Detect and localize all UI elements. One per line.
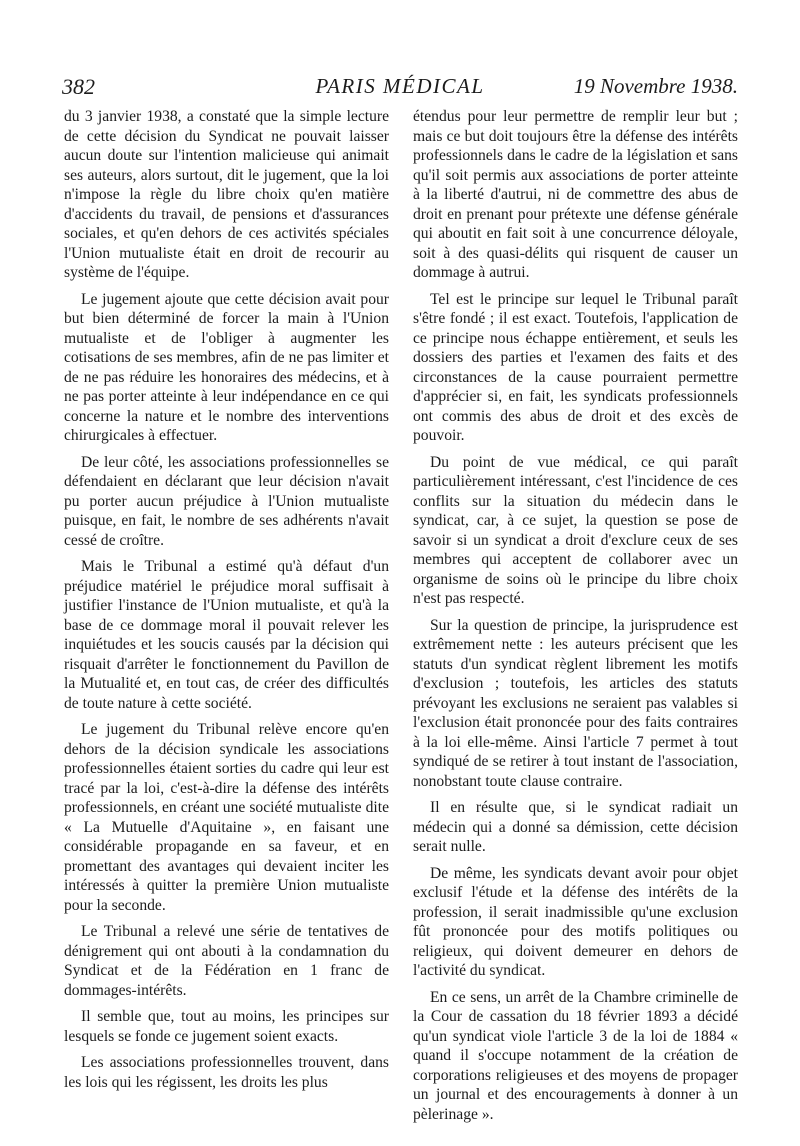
paragraph: Du point de vue médical, ce qui paraît particulièrement intéressant, c'est l'incidence de ces conflits sur la situation du médecin dans le syndicat, car, à ce sujet, la question se pose de savoir si un syndicat a droit d'exclure ceux de ses membres qui acceptent de collaborer avec un organisme de soins où le principe du libre choix n'est pas respecté.	[413, 453, 738, 607]
paragraph: du 3 janvier 1938, a constaté que la simple lecture de cette décision du Syndicat ne pouvait laisser aucun doute sur l'intention malicieuse qui animait ses auteurs, alors surtout, dit le jugement, que la loi n'impose la règle du libre choix qu'en matière d'accidents du travail, de pensions et d'assurances sociales, et qu'en dehors de ces activités spéciales l'Union mutualiste était en droit de recourir au système de l'équipe.	[64, 108, 389, 281]
running-head	[62, 74, 738, 98]
journal-title: PARIS MÉDICAL	[315, 74, 485, 98]
paragraph: Tel est le principe sur lequel le Tribunal paraît s'être fondé ; il est exact. Toutefois, l'application de ce principe nous échappe entièrement, et seuls les dossiers des parties et l'examen des faits et des circonstances de la cause pourraient permettre d'apprécier si, en fait, les syndicats professionnels ont commis des abus de droit et des excès de pouvoir.	[413, 290, 738, 444]
paragraph: Il semble que, tout au moins, les principes sur lesquels se fonde ce jugement soient exacts.	[64, 1008, 389, 1045]
paragraph: Le Tribunal a relevé une série de tentatives de dénigrement qui ont abouti à la condamnation du Syndicat et de la Fédération en 1 franc de dommages-intérêts.	[64, 923, 389, 999]
right-column	[413, 107, 738, 1131]
paragraph: Il en résulte que, si le syndicat radiait un médecin qui a donné sa démission, cette décision serait nulle.	[413, 799, 738, 855]
issue-date: 19 Novembre 1938.	[573, 74, 738, 98]
page-number: 382	[62, 74, 95, 99]
paragraph: Les associations professionnelles trouvent, dans les lois qui les régissent, les droits les plus	[64, 1054, 389, 1091]
paragraph: En ce sens, un arrêt de la Chambre criminelle de la Cour de cassation du 18 février 1893 a décidé qu'un syndicat viole l'article 3 de la loi de 1884 « quand il s'occupe notamment de la création de corporations religieuses et des moyens de propager un journal et des encouragements à donner à un pèlerinage ».	[413, 988, 738, 1123]
paragraph: De même, les syndicats devant avoir pour objet exclusif l'étude et la défense des intérêts de la profession, il serait inadmissible qu'une exclusion fût prononcée pour des motifs politiques ou religieux, qui doivent demeurer en dehors de l'activité du syndicat.	[413, 864, 738, 979]
paragraph: Mais le Tribunal a estimé qu'à défaut d'un préjudice matériel le préjudice moral suffisait à justifier l'instance de l'Union mutualiste, et qu'à la base de ce dommage moral il pouvait relever les inquiétudes et les soucis causés par la décision qui risquait d'arrêter le fonctionnement du Pavillon de la Mutualité et, en tout cas, de créer des difficultés de toute nature à cette société.	[64, 558, 389, 712]
paragraph: étendus pour leur permettre de remplir leur but ; mais ce but doit toujours être la défense des intérêts professionnels dans le cadre de la législation et sans qu'il soit permis aux associations de porter atteinte à la liberté d'autrui, ni de commettre des abus de droit en prenant pour prétexte une défense générale qui aboutit en fait soit à une concurrence déloyale, soit à des quasi-délits qui risquent de causer un dommage à autrui.	[413, 108, 738, 281]
paragraph: Le jugement du Tribunal relève encore qu'en dehors de la décision syndicale les associations professionnelles étaient sorties du cadre qui leur est tracé par la loi, c'est-à-dire la défense des intérêts professionnels, en créant une société mutualiste dite « La Mutuelle d'Aquitaine », en faisant une considérable propagande en sa faveur, et en promettant des avantages qui devaient inciter les intéressés à quitter la première Union mutualiste pour la seconde.	[64, 721, 389, 914]
paragraph: De leur côté, les associations professionnelles se défendaient en déclarant que leur décision n'avait pu porter aucun préjudice à l'Union mutualiste puisque, en fait, le nombre de ses adhérents n'avait cessé de croître.	[64, 453, 389, 549]
paragraph: Sur la question de principe, la jurisprudence est extrêmement nette : les auteurs précisent que les statuts d'un syndicat règlent librement les motifs d'exclusion ; toutefois, les articles des statuts prévoyant les exclusions ne seraient pas valables si l'exclusion était prononcée pour des faits contraires à la loi elle-même. Ainsi l'article 7 permet à tout syndiqué de se retirer à tout instant de l'association, nonobstant toute clause contraire.	[413, 616, 738, 790]
left-column	[64, 107, 389, 1099]
paragraph: Le jugement ajoute que cette décision avait pour but bien déterminé de forcer la main à l'Union mutualiste et de l'obliger à augmenter les cotisations de ses membres, afin de ne pas limiter et de ne pas réduire les honoraires des médecins, et à ne pas porter atteinte à leur indépendance en ce qui concerne la nature et le nombre des interventions chirurgicales à effectuer.	[64, 290, 389, 444]
